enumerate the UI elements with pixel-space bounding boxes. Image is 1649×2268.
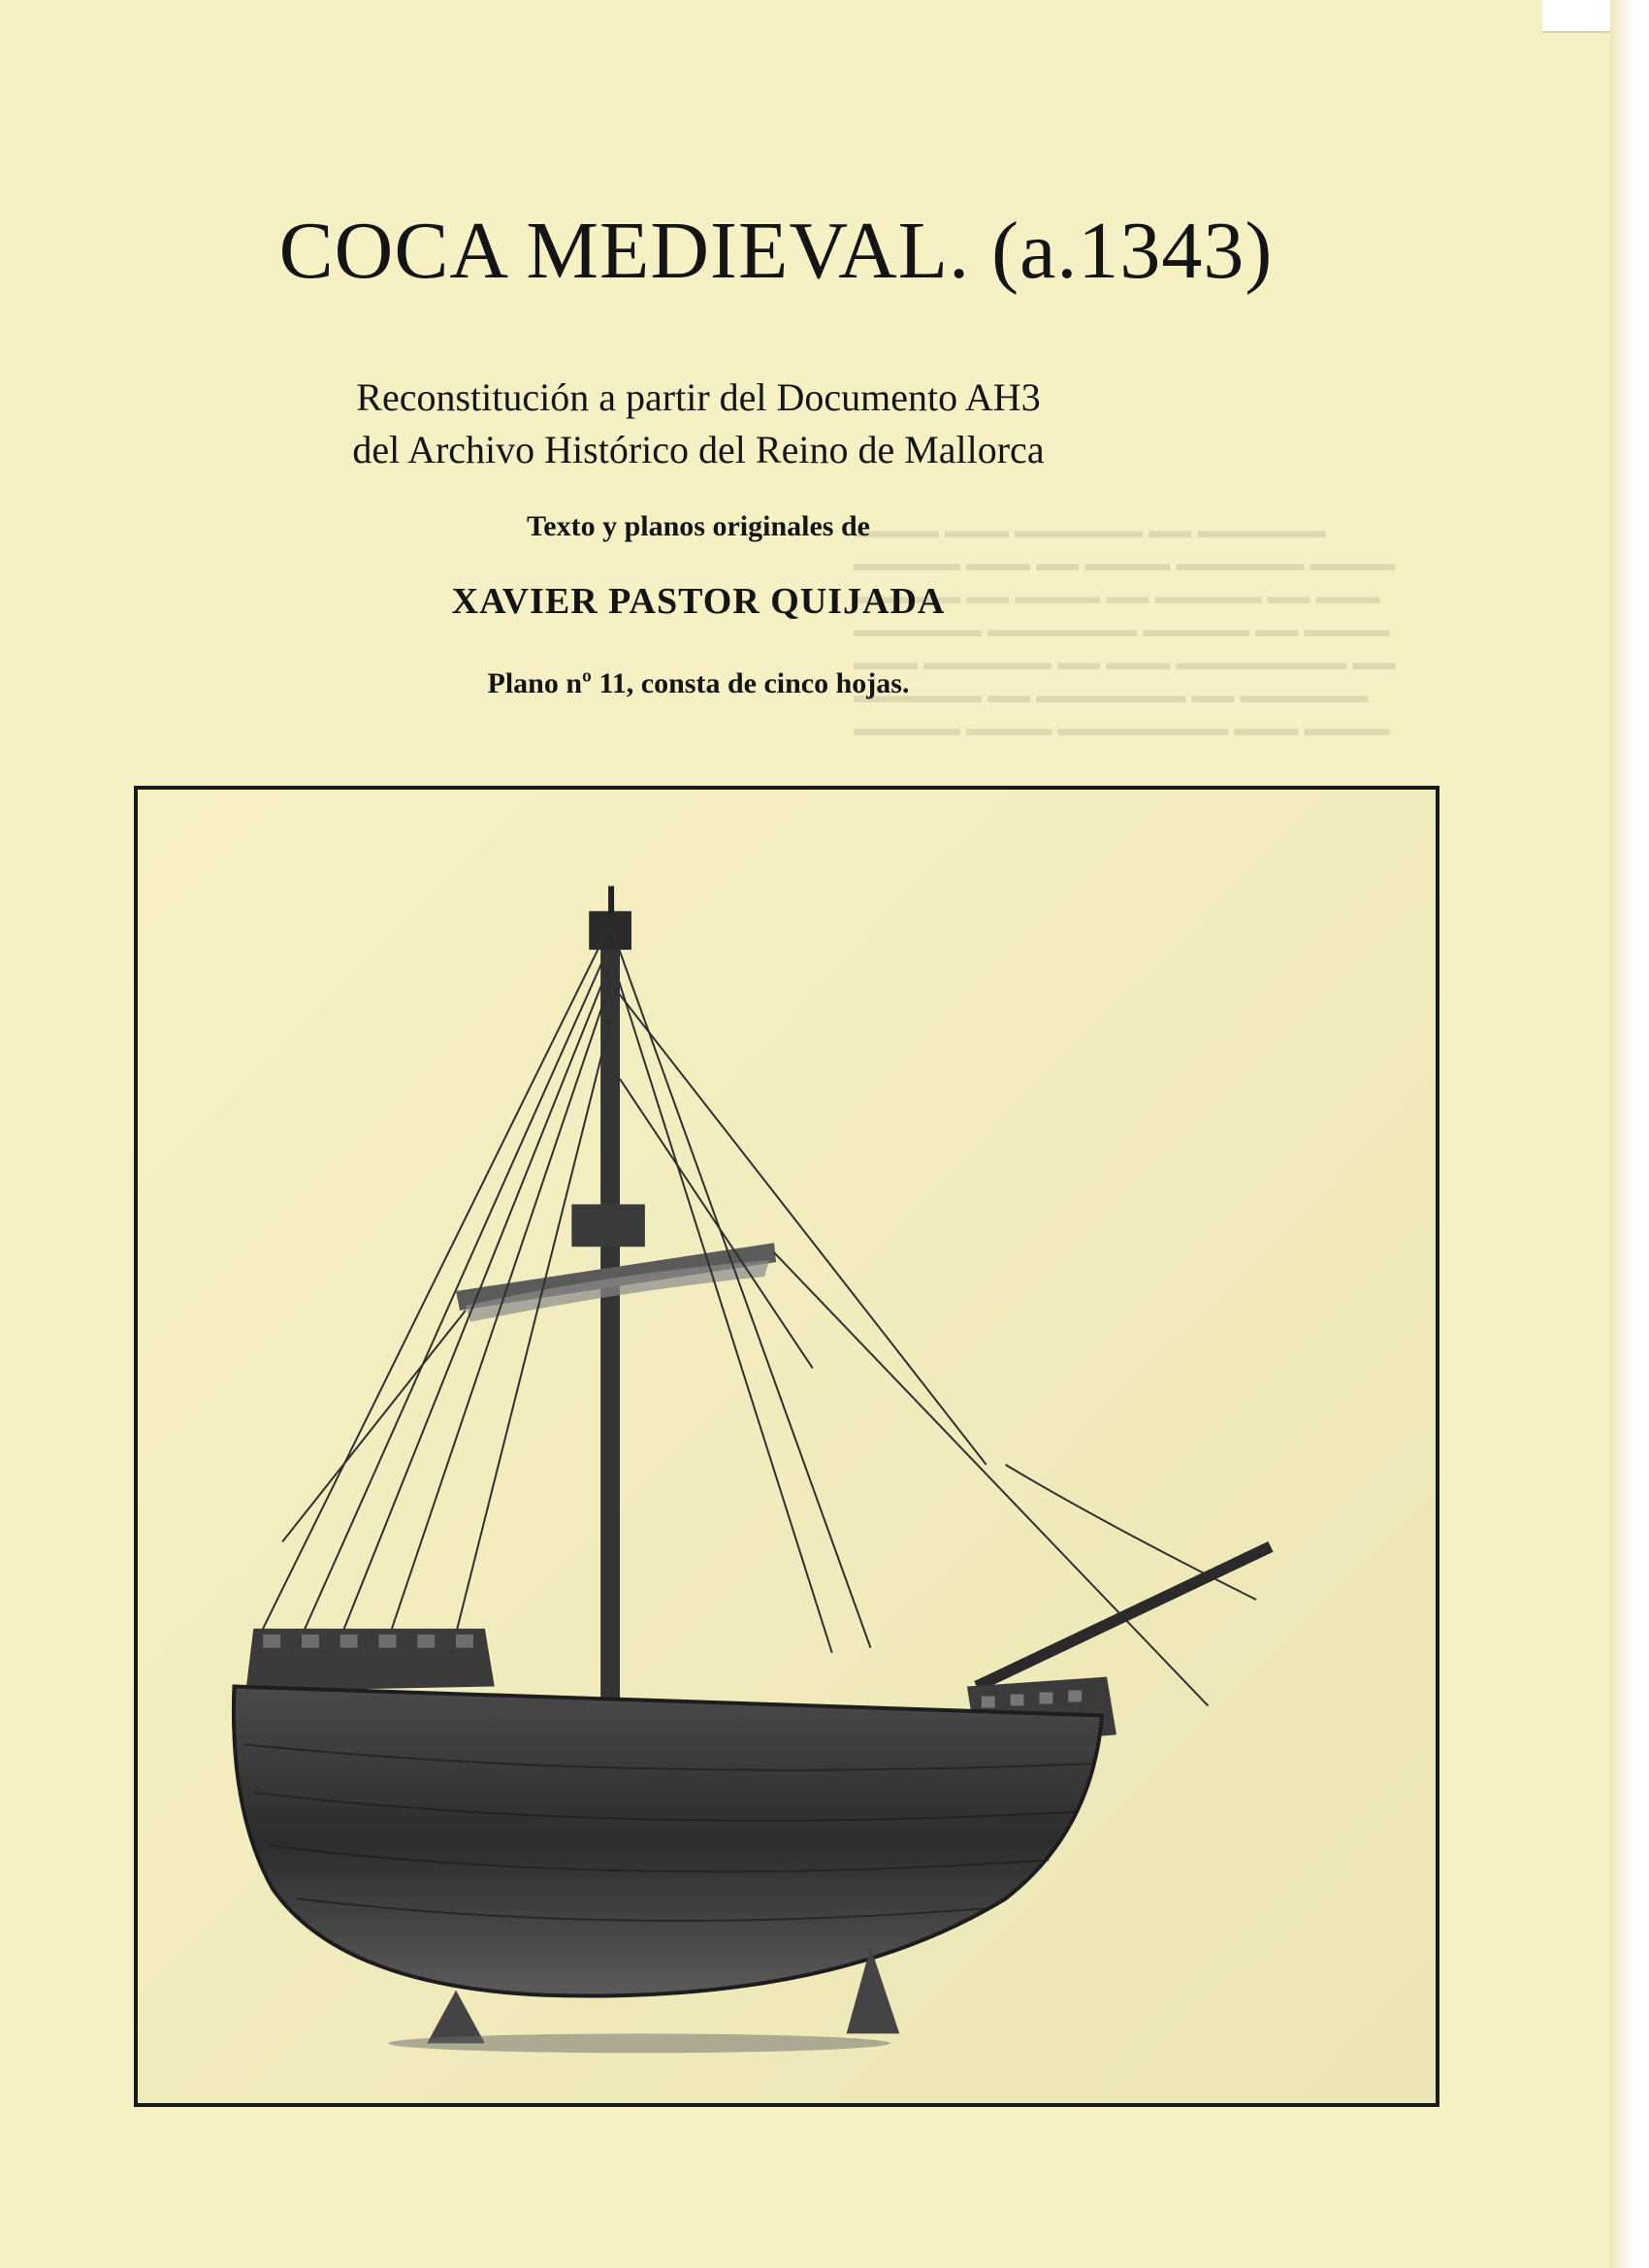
show-through-text: ▬▬▬▬ ▬▬▬ ▬▬▬▬▬▬ ▬▬ ▬▬▬▬▬▬ ▬▬▬▬▬ ▬▬▬ ▬▬ ▬▬▬▬ ▬▬▬▬▬▬ ▬▬▬▬ ▬▬▬▬▬ ▬▬ ▬▬▬▬ ▬▬ ▬▬▬▬▬ ▬▬ ▬▬▬ ▬▬▬▬▬▬ ▬▬▬▬▬▬▬ ▬▬▬▬▬ ▬▬ ▬▬▬▬ ▬▬▬ ▬▬▬▬▬▬ ▬▬ ▬▬▬ ▬▬▬▬▬▬▬▬ ▬▬ ▬▬▬▬▬▬ ▬▬ ▬▬▬▬▬▬▬ ▬▬ ▬▬▬▬▬▬ ▬▬▬▬▬ ▬▬▬▬ ▬▬▬▬▬▬▬▬ ▬▬▬ ▬▬▬▬ <box>854 518 1396 740</box>
page-edge-right <box>1610 0 1649 2268</box>
document-title: COCA MEDIEVAL. (a.1343) <box>278 206 1274 296</box>
credits-label: Texto y planos originales de <box>527 510 870 542</box>
author-name: XAVIER PASTOR QUIJADA <box>451 581 946 622</box>
medieval-cog-ship-icon <box>138 790 1436 2103</box>
subtitle-line-1: Reconstitución a partir del Documento AH3 <box>356 375 1041 419</box>
subtitle-line-2: del Archivo Histórico del Reino de Mallorca <box>352 428 1045 471</box>
plan-note: Plano nº 11, consta de cinco hojas. <box>487 667 910 699</box>
ship-figure-frame <box>134 786 1439 2107</box>
